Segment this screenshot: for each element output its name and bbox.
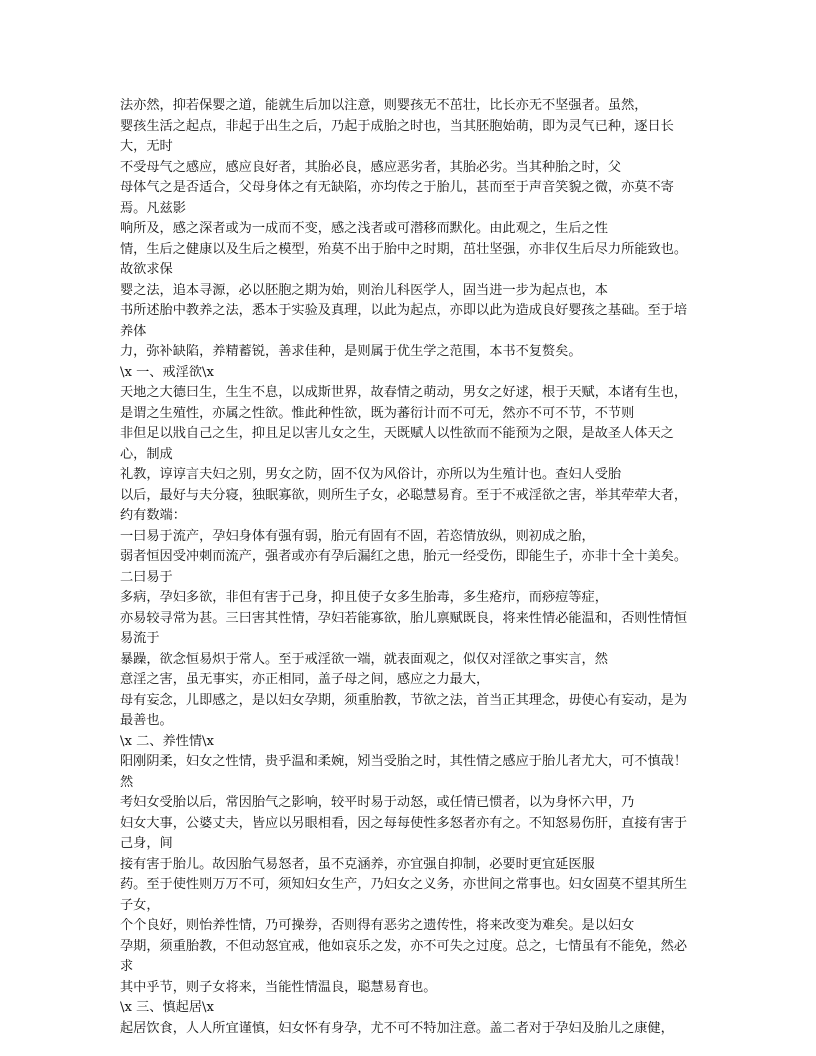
- text-line: 法亦然，抑若保婴之道，能就生后加以注意，则婴孩无不茁壮，比长亦无不坚强者。虽然，: [120, 98, 648, 113]
- text-line: 暴躁，欲念恒易炽于常人。至于戒淫欲一端，就表面观之，似仅对淫欲之事实言，然: [120, 651, 608, 667]
- text-line: 弱者恒因受冲刺而流产，强者或亦有孕后漏红之患，胎元一经受伤，即能生子，亦非十全十美矣。二曰易于: [120, 549, 688, 585]
- text-line: 婴孩生活之起点，非起于出生之后，乃起于成胎之时也，当其胚胞始萌，即为灵气已种，逐日长大，无时: [120, 118, 674, 154]
- text-line: 响所及，感之深者或为一成而不变，感之浅者或可潜移而默化。由此观之，生后之性: [120, 221, 608, 236]
- text-line: 其中乎节，则子女将来，当能性情温良，聪慧易育也。: [120, 979, 437, 995]
- text-line: 起居饮食，人人所宜谨慎，妇女怀有身孕，尤不可不特加注意。盖二者对于孕妇及胎儿之康健，: [120, 1020, 674, 1036]
- text-line: 一曰易于流产，孕妇身体有强有弱，胎元有固有不固，若恣情放纵，则初成之胎，: [120, 528, 595, 544]
- text-line: 药。至于使性则万万不可，须知妇女生产，乃妇女之义务，亦世间之常事也。妇女固莫不望其所生子女，: [120, 877, 688, 913]
- text-line: 个个良好，则怡养性情，乃可操券，否则得有恶劣之遗传性，将来改变为难矣。是以妇女: [120, 918, 635, 933]
- text-line: 以后，最好与夫分寝，独眠寡欲，则所生子女，必聪慧易育。至于不戒淫欲之害，举其荦荦大者，约有数端：: [120, 487, 688, 523]
- text-line: 母体气之是否适合，父母身体之有无缺陷，亦均传之于胎儿，甚而至于声音笑貌之微，亦莫不寄焉。凡兹影: [120, 180, 674, 216]
- section-heading: \x 二、养性情\x: [120, 733, 214, 749]
- text-line: 亦易较寻常为甚。三曰害其性情，孕妇若能寡欲，胎儿禀赋既良，将来性情必能温和，否则性情恒易流于: [120, 610, 688, 646]
- text-line: 书所述胎中教养之法，悉本于实验及真理，以此为起点，亦即以此为造成良好婴孩之基础。至于培养体: [120, 303, 688, 339]
- section-heading: \x 一、戒淫欲\x: [120, 364, 214, 380]
- text-line: 考妇女受胎以后，常因胎气之影响，较平时易于动怒，或任情已惯者，以为身怀六甲，乃: [120, 795, 635, 810]
- text-line: 妇女大事，公婆丈夫，皆应以另眼相看，因之每每使性多怒者亦有之。不知怒易伤肝，直接有害于己身，间: [120, 815, 688, 851]
- text-line: 力，弥补缺陷，养精蓄锐，善求佳种，是则属于优生学之范围，本书不复赘矣。: [120, 344, 582, 359]
- text-line: 多病，孕妇多欲，非但有害于己身，抑且使子女多生胎毒，多生疮疖，而痧痘等症，: [120, 590, 608, 605]
- text-line: 母有妄念，儿即感之，是以妇女孕期，须重胎教，节欲之法，首当正其理念，毋使心有妄动，是为最善也。: [120, 692, 688, 728]
- text-line: 接有害于胎儿。故因胎气易怒者，虽不克涵养，亦宜强自抑制，必要时更宜延医服: [120, 856, 595, 872]
- text-line: 礼教，谆谆言夫妇之别，男女之防，固不仅为风俗计，亦所以为生殖计也。查妇人受胎: [120, 467, 622, 482]
- section-heading: \x 三、慎起居\x: [120, 1000, 214, 1015]
- text-line: 孕期，须重胎教，不但动怒宜戒，他如哀乐之发，亦不可失之过度。总之，七情虽有不能免，然必求: [120, 938, 688, 974]
- text-line: 婴之法，追本寻源，必以胚胞之期为始，则治儿科医学人，固当进一步为起点也，本: [120, 282, 608, 298]
- text-line: 阳刚阴柔，妇女之性情，贵乎温和柔婉，矧当受胎之时，其性情之感应于胎儿者尤大，可不慎哉！然: [120, 754, 688, 790]
- text-line: 天地之大德曰生，生生不息，以成斯世界，故春情之萌动，男女之好逑，根于天赋，本诸有生也，: [120, 385, 688, 400]
- text-line: 是谓之生殖性，亦属之性欲。惟此种性欲，既为蕃衍计而不可无，然亦不可不节，不节则: [120, 405, 635, 421]
- document-page: [120, 96, 696, 1039]
- text-line: 意淫之害，虽无事实，亦正相同，盖子母之间，感应之力最大，: [120, 672, 490, 687]
- text-line: 不受母气之感应，感应良好者，其胎必良，感应恶劣者，其胎必劣。当其种胎之时，父: [120, 159, 622, 175]
- text-line: 非但足以戕自己之生，抑且足以害儿女之生，天既赋人以性欲而不能预为之限，是故圣人体天之心，制成: [120, 426, 674, 462]
- text-line: 情，生后之健康以及生后之模型，殆莫不出于胎中之时期，茁壮坚强，亦非仅生后尽力所能致也。故欲求保: [120, 241, 688, 277]
